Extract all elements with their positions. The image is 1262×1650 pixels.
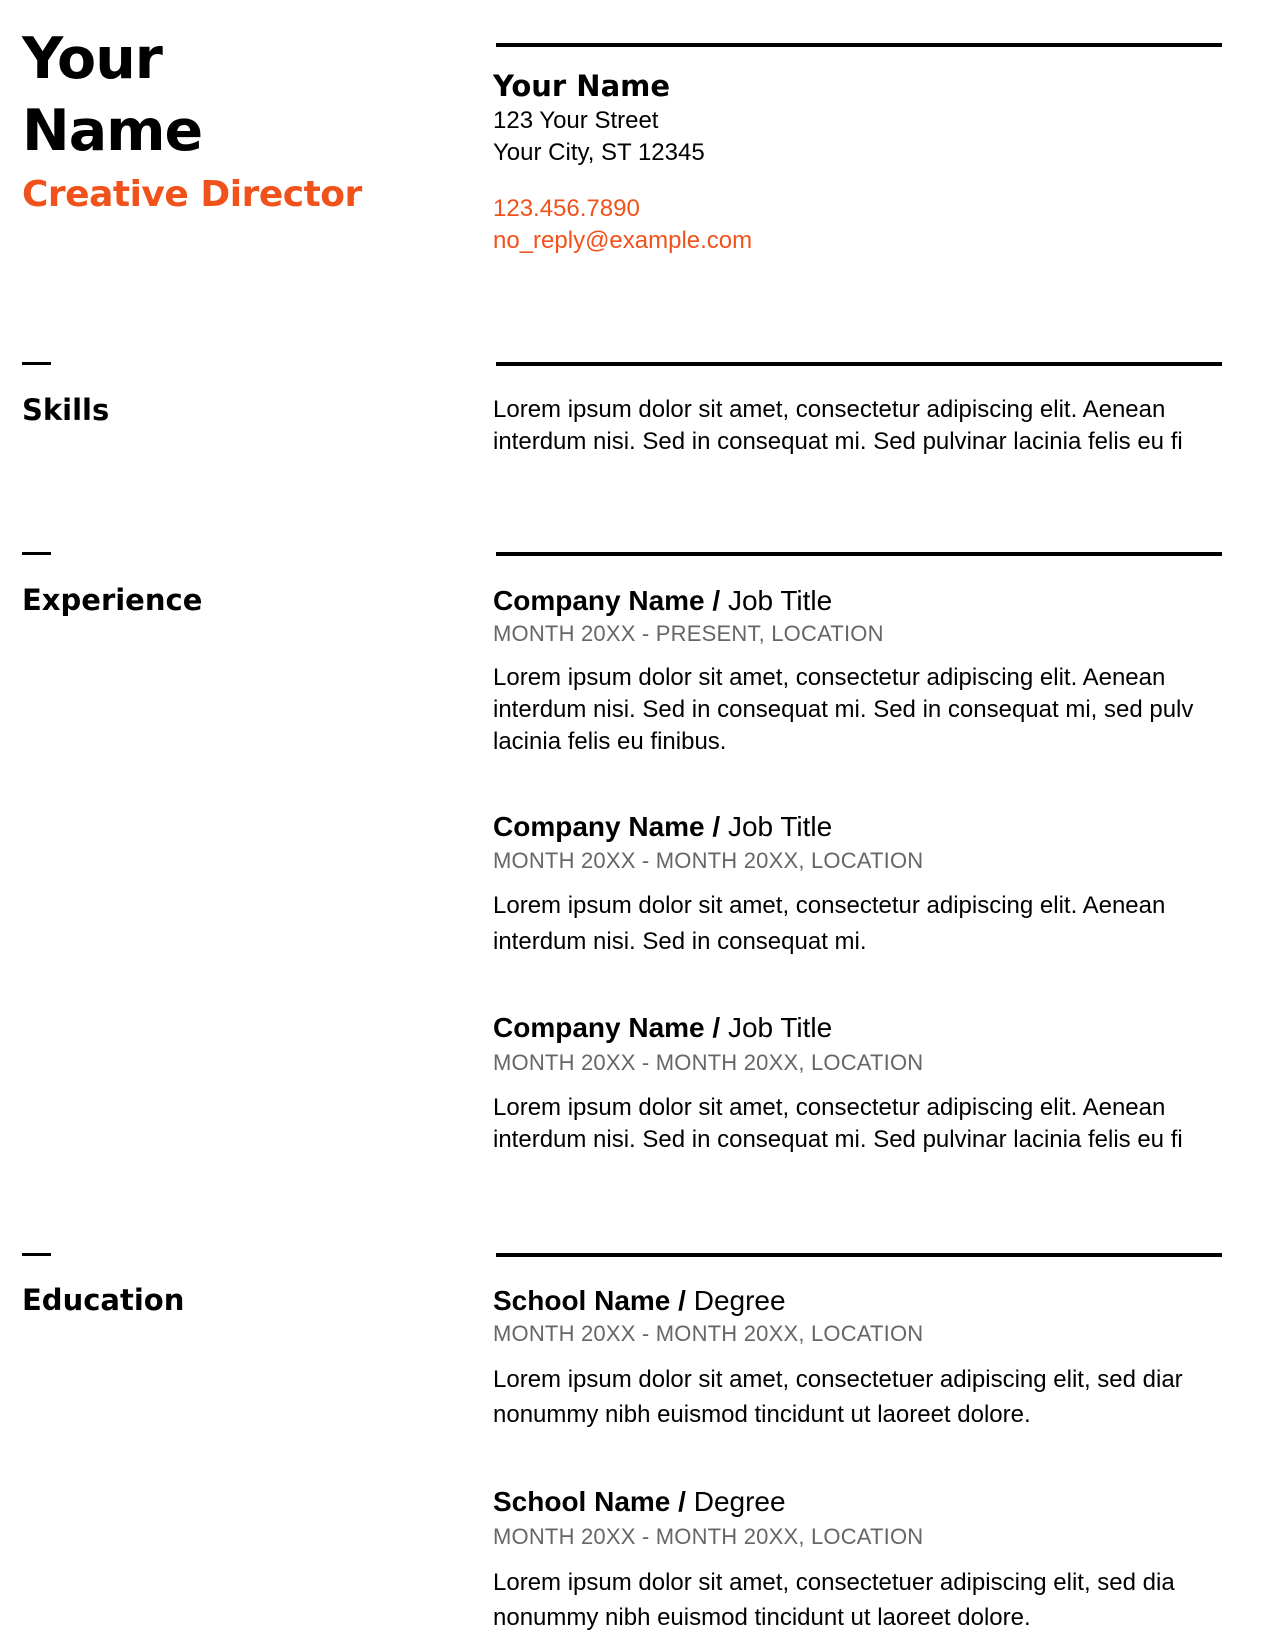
degree: Degree	[685, 1486, 786, 1517]
contact-city: Your City, ST 12345	[493, 139, 705, 166]
name-line-2: Name	[22, 98, 203, 164]
education-description-line: Lorem ipsum dolor sit amet, consectetuer adipiscing elit, sed dia	[493, 1569, 1175, 1596]
experience-item	[493, 584, 1222, 758]
education-description-line: Lorem ipsum dolor sit amet, consectetuer adipiscing elit, sed diar	[493, 1366, 1183, 1393]
job-description-line: Lorem ipsum dolor sit amet, consectetur adipiscing elit. Aenean	[493, 892, 1166, 919]
job-description-line: Lorem ipsum dolor sit amet, consectetur adipiscing elit. Aenean	[493, 664, 1166, 691]
skills-dash	[22, 362, 51, 365]
experience-heading: Experience	[22, 583, 203, 617]
job-dates: MONTH 20XX - PRESENT, LOCATION	[493, 621, 884, 646]
skills-line: Lorem ipsum dolor sit amet, consectetur adipiscing elit. Aenean	[493, 396, 1166, 423]
education-heading-line	[493, 1485, 1222, 1519]
education-item	[493, 1485, 1222, 1634]
education-divider	[496, 1253, 1222, 1257]
contact-block	[493, 68, 1222, 257]
education-item	[493, 1284, 1222, 1431]
job-title: Job Title	[720, 811, 833, 842]
education-dates: MONTH 20XX - MONTH 20XX, LOCATION	[493, 1524, 924, 1549]
contact-street: 123 Your Street	[493, 107, 659, 134]
skills-text	[493, 394, 1222, 458]
contact-email[interactable]: no_reply@example.com	[493, 227, 753, 254]
job-dates: MONTH 20XX - MONTH 20XX, LOCATION	[493, 848, 924, 873]
job-title: Job Title	[720, 1012, 833, 1043]
education-description-line: nonummy nibh euismod tincidunt ut laoreet dolore.	[493, 1604, 1031, 1631]
experience-divider	[496, 552, 1222, 556]
job-dates: MONTH 20XX - MONTH 20XX, LOCATION	[493, 1050, 924, 1075]
experience-dash	[22, 552, 51, 555]
school-name: School Name /	[493, 1285, 686, 1316]
job-description-line: Lorem ipsum dolor sit amet, consectetur adipiscing elit. Aenean	[493, 1094, 1166, 1121]
job-heading	[493, 1011, 1222, 1045]
job-role-title: Creative Director	[22, 174, 362, 215]
job-description-line: lacinia felis eu finibus.	[493, 728, 727, 755]
company-name: Company Name /	[493, 585, 721, 616]
job-title: Job Title	[720, 585, 833, 616]
name-line-1: Your	[22, 26, 162, 92]
company-name: Company Name /	[493, 811, 721, 842]
education-dates: MONTH 20XX - MONTH 20XX, LOCATION	[493, 1321, 924, 1346]
company-name: Company Name /	[493, 1012, 721, 1043]
education-heading: Education	[22, 1283, 185, 1317]
school-name: School Name /	[493, 1486, 686, 1517]
degree: Degree	[685, 1285, 786, 1316]
experience-item	[493, 1011, 1222, 1156]
education-dash	[22, 1253, 51, 1256]
education-heading-line	[493, 1284, 1222, 1318]
experience-item	[493, 810, 1222, 958]
job-description-line: interdum nisi. Sed in consequat mi. Sed in consequat mi, sed pulv	[493, 696, 1194, 723]
education-description-line: nonummy nibh euismod tincidunt ut laoreet dolore.	[493, 1401, 1031, 1428]
job-description-line: interdum nisi. Sed in consequat mi. Sed pulvinar lacinia felis eu fi	[493, 1126, 1183, 1153]
contact-phone: 123.456.7890	[493, 195, 640, 222]
job-description-line: interdum nisi. Sed in consequat mi.	[493, 928, 867, 955]
skills-heading: Skills	[22, 393, 110, 427]
job-heading	[493, 810, 1222, 844]
contact-name: Your Name	[493, 69, 671, 103]
skills-divider	[496, 362, 1222, 366]
job-heading	[493, 584, 1222, 618]
skills-line: interdum nisi. Sed in consequat mi. Sed pulvinar lacinia felis eu fi	[493, 428, 1183, 455]
contact-divider	[496, 43, 1222, 47]
